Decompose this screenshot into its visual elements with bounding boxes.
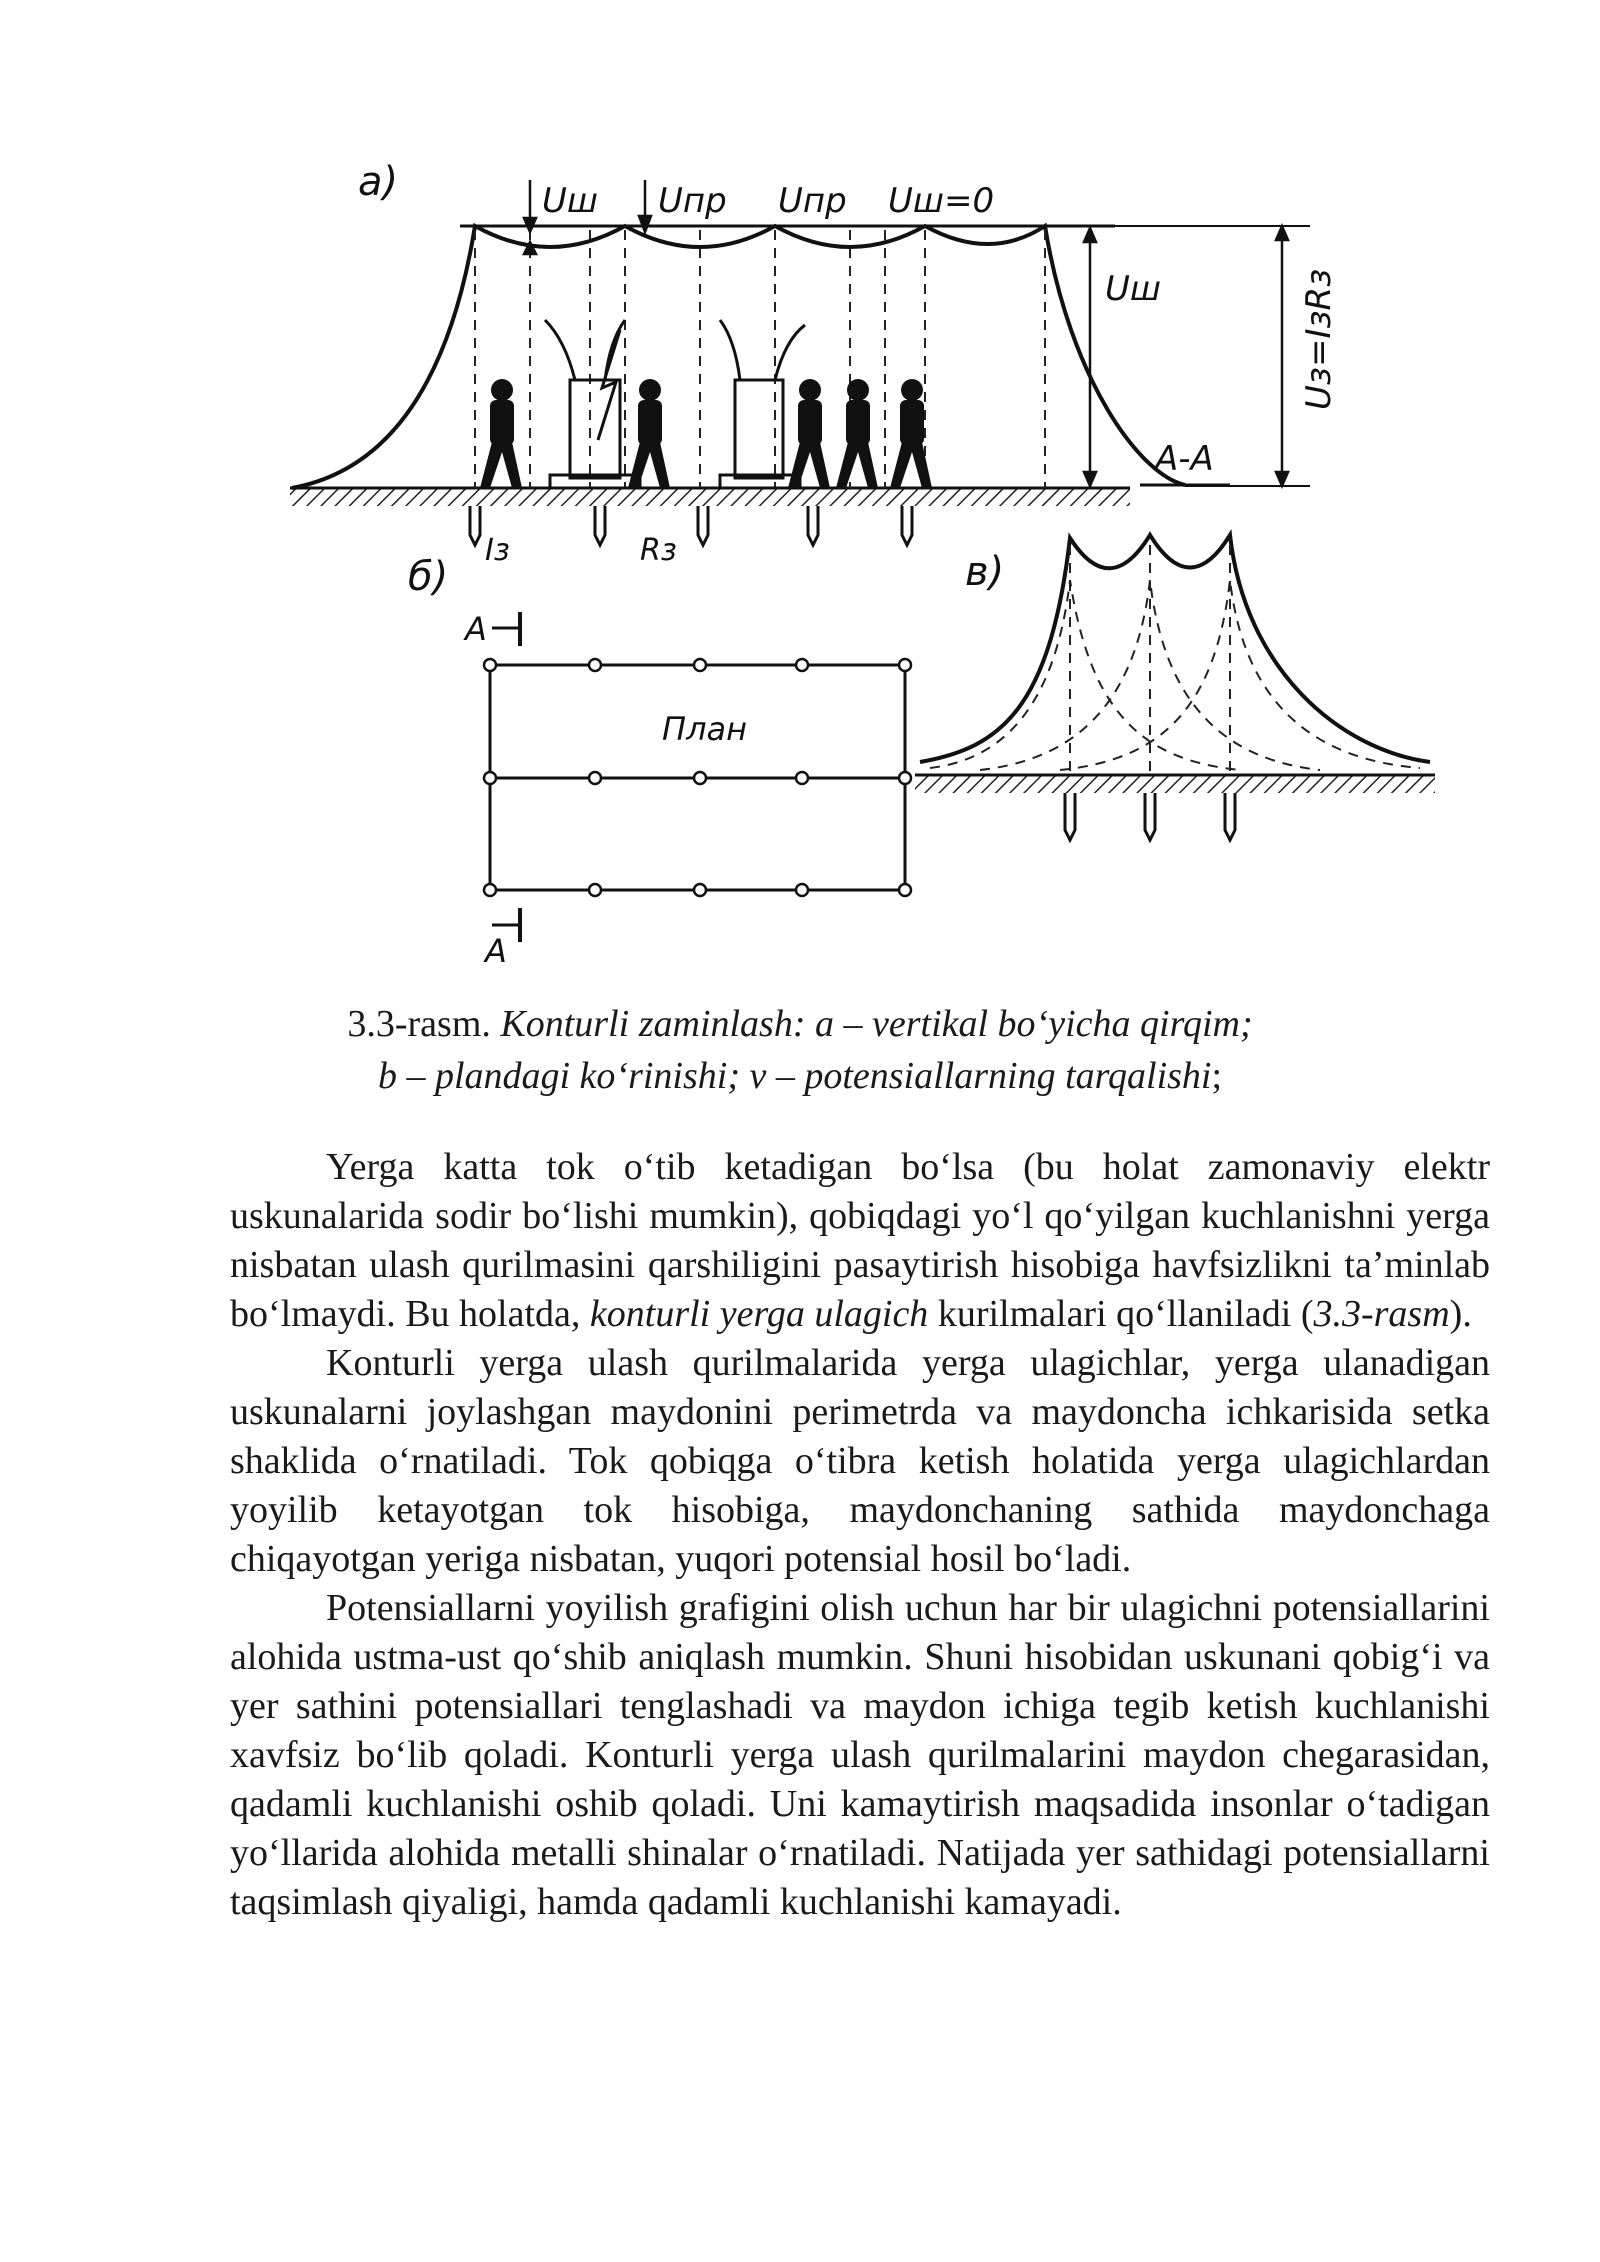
r-z-label: Rз bbox=[640, 533, 677, 568]
worker-silhouettes bbox=[480, 379, 932, 488]
caption-line-2 bbox=[0, 1050, 1600, 1102]
section-a-bottom-label: А bbox=[485, 932, 507, 970]
body-text bbox=[230, 1143, 1490, 1927]
u-pr-label-1: Uпр bbox=[658, 181, 727, 221]
equipment-units bbox=[545, 320, 805, 488]
caption-line-1 bbox=[0, 998, 1600, 1050]
potential-curve-a bbox=[292, 226, 1185, 488]
lightning-bolt-icon bbox=[598, 330, 620, 440]
figure-caption bbox=[0, 998, 1600, 1102]
dashed-guides-a bbox=[475, 230, 1045, 488]
paragraph-1-part-e: ). bbox=[1449, 1293, 1472, 1335]
ground-electrodes-a bbox=[470, 506, 912, 545]
caption-line2-end: ; bbox=[1211, 1055, 1223, 1097]
grounding-figure bbox=[280, 150, 1460, 970]
panel-b-label: б) bbox=[408, 554, 449, 600]
section-a-top-label: А bbox=[465, 610, 487, 648]
u-sh-label: Uш bbox=[542, 181, 598, 221]
paragraph-1-figure-ref: 3.3-rasm bbox=[1313, 1293, 1450, 1335]
ground-hatch-a bbox=[290, 488, 1130, 506]
paragraph-1-term: konturli yerga ulagich bbox=[589, 1293, 929, 1335]
panel-v-label: в) bbox=[965, 549, 1005, 595]
caption-line2-text: b – plandagi ko‘rinishi; v – potensiallarning tarqalishi bbox=[377, 1055, 1212, 1097]
panel-a-label: а) bbox=[358, 159, 399, 205]
u-z-formula-label: Uз=IзRз bbox=[1299, 268, 1339, 410]
paragraph-2: Konturli yerga ulash qurilmalarida yerga ulagichlar, yerga ulanadigan uskunalarni joylashgan maydonini perimetrda va maydoncha ichkarisida setka shaklida o‘rnatiladi. Tok qobiqga o‘tibra ketish holatida yerga ulagichlardan yoyilib ketayotgan tok hisobiga, maydonchaning sathida maydonchaga chiqayotgan yeriga nisbatan, yuqori potensial hosil bo‘ladi. bbox=[230, 1342, 1490, 1580]
grounding-diagram-svg bbox=[280, 150, 1460, 970]
u-sh-right-label: Uш bbox=[1105, 269, 1161, 309]
caption-line1-text: Konturli zaminlash: a – vertikal bo‘yicha qirqim; bbox=[500, 1003, 1253, 1045]
plan-label: План bbox=[662, 710, 748, 748]
ground-hatch-v bbox=[915, 775, 1435, 793]
u-sh-zero-label: Uш=0 bbox=[888, 181, 995, 221]
paragraph-1 bbox=[230, 1143, 1490, 1339]
u-pr-label-2: Uпр bbox=[778, 181, 847, 221]
paragraph-1-part-a: Yerga katta tok o‘tib ketadigan bo‘lsa (bu holat zamonaviy elektr uskunalarida sodir bo‘lishi mumkin), qobiqdagi yo‘l qo‘yilgan kuchlanishni yerga nisbatan ulash qurilmasini qarshiligini pasaytirish hisobiga havfsizlikni ta’minlab bo‘lmaydi. Bu holatda, bbox=[230, 1146, 1490, 1335]
ground-electrodes-v bbox=[1065, 793, 1235, 840]
i-z-label: Iз bbox=[485, 533, 510, 568]
paragraph-3: Potensiallarni yoyilish grafigini olish uchun har bir ulagichni potensiallarini alohida ustma-ust qo‘shib aniqlash mumkin. Shuni hisobidan uskunani qobig‘i va yer sathini potensiallari tenglashadi va maydon ichiga tegib ketish kuchlanishi xavfsiz bo‘lib qoladi. Konturli yerga ulash qurilmalarini maydon chegarasidan, qadamli kuchlanishi oshib qoladi. Uni kamaytirish maqsadida insonlar o‘tadigan yo‘llarida alohida metalli shinalar o‘rnatiladi. Natijada yer sathidagi potensiallarni taqsimlash qiyaligi, hamda qadamli kuchlanishi kamayadi. bbox=[230, 1587, 1490, 1923]
section-a-a-label: А-А bbox=[1155, 439, 1214, 479]
caption-number: 3.3-rasm. bbox=[347, 1003, 491, 1045]
paragraph-1-part-c: kurilmalari qo‘llaniladi ( bbox=[928, 1293, 1314, 1335]
